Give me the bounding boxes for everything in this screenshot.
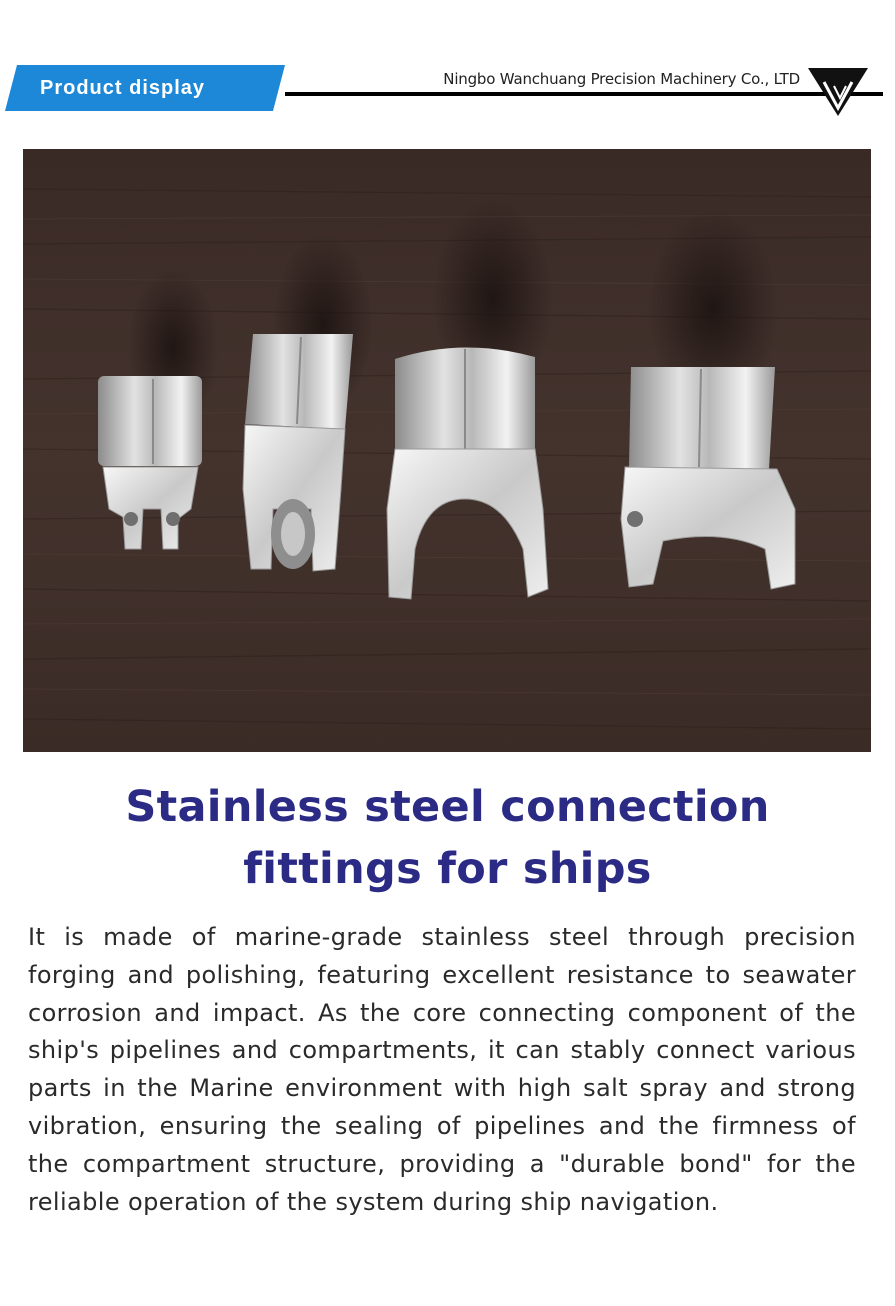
section-tag xyxy=(5,65,285,111)
product-photo-illustration xyxy=(23,149,871,752)
product-title-line-1: Stainless steel connection xyxy=(125,782,770,832)
product-description: It is made of marine-grade stainless steel through precision forging and polishing, featuring excellent resistance to seawater corrosion and impact. As the core connecting component of the ship's pipelines and compartments, it can stably connect various parts in the Marine environment with high salt spray and strong vibration, ensuring the sealing of pipelines and the firmness of the compartment structure, providing a "durable bond" for the reliable operation of the system during ship navigation. xyxy=(28,923,856,1216)
header-divider xyxy=(285,92,883,96)
product-title-line-2: fittings for ships xyxy=(243,844,652,894)
company-logo-icon xyxy=(808,66,868,118)
page-header xyxy=(0,0,895,140)
product-title xyxy=(0,776,895,900)
company-name: Ningbo Wanchuang Precision Machinery Co., LTD xyxy=(443,70,800,88)
fitting-roller xyxy=(243,334,353,571)
product-photo xyxy=(23,149,871,752)
section-tag-label: Product display xyxy=(40,77,206,99)
